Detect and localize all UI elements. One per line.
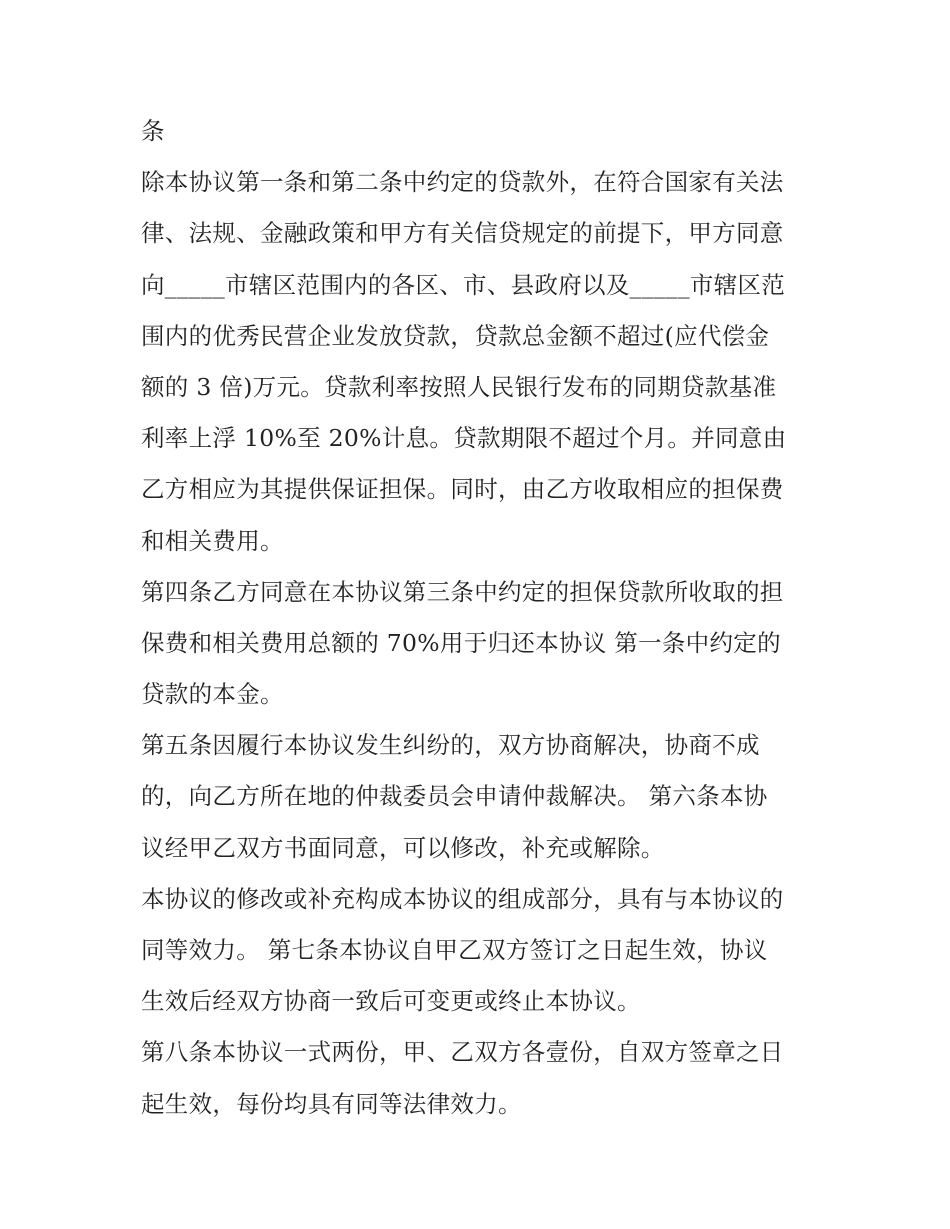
text-line: 向_____市辖区范围内的各区、市、县政府以及_____市辖区范 [141,270,786,299]
text-line: 同等效力。 第七条本协议自甲乙双方签订之日起生效，协议 [141,936,768,964]
text-line: 乙方相应为其提供保证担保。同时，由乙方收取相应的担保费 [141,475,784,504]
text-line: 除本协议第一条和第二条中约定的贷款外，在符合国家有关法 [141,168,784,197]
text-line: 第八条本协议一式两份，甲、乙双方各壹份，自双方签章之日 [141,1038,784,1067]
text-line: 条 [141,117,165,145]
text-line: 利率上浮 10%至 20%计息。贷款期限不超过个月。并同意由 [141,424,787,453]
text-line: 贷款的本金。 [141,680,284,709]
text-line: 第四条乙方同意在本协议第三条中约定的担保贷款所收取的担 [141,577,784,606]
document-body [141,106,811,1130]
text-line: 的，向乙方所在地的仲裁委员会申请仲裁解决。 第六条本协 [141,782,768,811]
text-line: 起生效，每份均具有同等法律效力。 [141,1089,522,1118]
text-line: 保费和相关费用总额的 70%用于归还本协议 第一条中约定的 [141,628,781,657]
text-line: 第五条因履行本协议发生纠纷的，双方协商解决，协商不成 [141,731,760,760]
text-line: 本协议的修改或补充构成本协议的组成部分，具有与本协议的 [141,884,784,913]
text-line: 律、法规、金融政策和甲方有关信贷规定的前提下，甲方同意 [141,219,784,248]
text-line: 额的 3 倍)万元。贷款利率按照人民银行发布的同期贷款基准 [141,372,777,401]
text-line: 围内的优秀民营企业发放贷款，贷款总金额不超过(应代偿金 [141,321,770,350]
text-line: 和相关费用。 [141,526,284,555]
text-line: 生效后经双方协商一致后可变更或终止本协议。 [141,987,641,1016]
text-line: 议经甲乙双方书面同意，可以修改，补充或解除。 [141,833,665,862]
